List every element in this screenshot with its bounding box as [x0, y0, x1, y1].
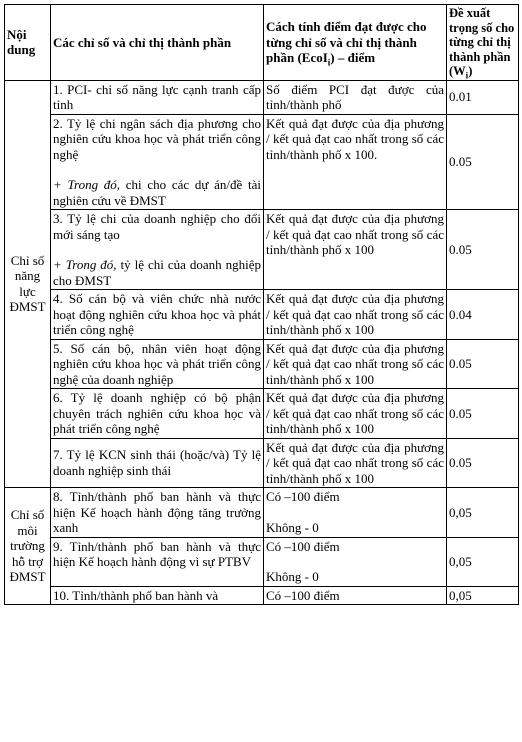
scoring-cell: Số điểm PCI đạt được của tỉnh/thành phố — [264, 80, 447, 114]
weight-cell: 0,05 — [447, 537, 519, 586]
indicator-cell: 6. Tỷ lệ doanh nghiệp có bộ phận chuyên trách nghiên cứu khoa học và phát triển công nghệ — [51, 389, 264, 439]
indicator-cell — [51, 114, 264, 210]
indicator-cell: 5. Số cán bộ, nhân viên hoạt động nghiên cứu khoa học và phát triển công nghệ của doanh nghiệp — [51, 339, 264, 389]
indicator-cell — [51, 210, 264, 290]
header-scoring-tail: ) – điểm — [330, 50, 376, 65]
scoring-yes: Có –100 điểm — [266, 489, 340, 504]
header-scoring-sub: i — [327, 57, 331, 68]
group-cell-capacity: Chỉ số năng lực ĐMST — [5, 80, 51, 488]
note-rest: tỷ lệ chi của doanh nghiệp cho ĐMST — [53, 257, 261, 288]
group-cell-environment: Chỉ số môi trường hỗ trợ ĐMST — [5, 488, 51, 605]
indicator-note — [53, 177, 261, 208]
header-group: Nội dung — [5, 5, 51, 81]
header-weight-sub: i — [465, 70, 469, 81]
table-row — [5, 339, 519, 389]
note-italic: + Trong đó, — [53, 257, 117, 272]
indicator-text: 2. Tỷ lệ chi ngân sách địa phương cho nghiên cứu khoa học và phát triển công nghệ — [53, 115, 261, 162]
indicator-cell: 1. PCI- chỉ số năng lực cạnh tranh cấp tỉnh — [51, 80, 264, 114]
header-scoring-text: Cách tính điểm đạt được cho từng chỉ số và chỉ thị thành phần (EcoI — [266, 19, 427, 65]
weight-cell: 0.04 — [447, 290, 519, 340]
header-row — [5, 5, 519, 81]
table-row — [5, 114, 519, 210]
weight-cell: 0,05 — [447, 488, 519, 538]
table-row — [5, 210, 519, 290]
scoring-yes: Có –100 điểm — [266, 538, 340, 554]
scoring-no: Không - 0 — [266, 569, 319, 584]
table-row — [5, 438, 519, 488]
header-scoring — [264, 5, 447, 81]
indicator-cell: 7. Tỷ lệ KCN sinh thái (hoặc/và) Tỷ lệ doanh nghiệp sinh thái — [51, 438, 264, 488]
indicator-cell: 10. Tỉnh/thành phố ban hành và — [51, 586, 264, 605]
table-row — [5, 537, 519, 586]
weight-cell: 0.05 — [447, 114, 519, 210]
indicator-text: 3. Tỷ lệ chi của doanh nghiệp cho đổi mới sáng tạo — [53, 211, 261, 242]
scoring-cell: Có –100 điểm — [264, 586, 447, 605]
table-row — [5, 586, 519, 605]
indicator-table — [4, 4, 519, 605]
scoring-cell: Kết quả đạt được của địa phương / kết quả đạt cao nhất trong số các tỉnh/thành phố x 100 — [264, 389, 447, 439]
weight-cell: 0.05 — [447, 389, 519, 439]
scoring-cell: Kết quả đạt được của địa phương / kết quả đạt cao nhất trong số các tỉnh/thành phố x 100. — [264, 114, 447, 210]
table-row — [5, 488, 519, 538]
scoring-cell: Kết quả đạt được của địa phương / kết quả đạt cao nhất trong số các tỉnh/thành phố x 100 — [264, 290, 447, 340]
note-italic: + Trong đó, — [53, 177, 121, 192]
table-row — [5, 80, 519, 114]
scoring-cell: Kết quả đạt được của địa phương / kết quả đạt cao nhất trong số các tỉnh/thành phố x 100 — [264, 438, 447, 488]
header-indicators: Các chỉ số và chỉ thị thành phần — [51, 5, 264, 81]
note-rest: chi cho các dự án/đề tài nghiên cứu về ĐMST — [53, 177, 261, 208]
weight-cell: 0.05 — [447, 438, 519, 488]
header-weight-text: Đề xuất trọng số cho từng chỉ thị thành phần (W — [449, 6, 515, 78]
weight-cell: 0,05 — [447, 586, 519, 605]
weight-cell: 0.05 — [447, 339, 519, 389]
header-weight-tail: ) — [468, 64, 473, 78]
weight-cell: 0.01 — [447, 80, 519, 114]
weight-cell: 0.05 — [447, 210, 519, 290]
scoring-no: Không - 0 — [266, 519, 319, 535]
table-row — [5, 290, 519, 340]
indicator-note — [53, 257, 261, 288]
scoring-cell — [264, 537, 447, 586]
indicator-cell: 8. Tỉnh/thành phố ban hành và thực hiện Kế hoạch hành động tăng trưởng xanh — [51, 488, 264, 538]
indicator-cell: 9. Tỉnh/thành phố ban hành và thực hiện Kế hoạch hành động vì sự PTBV — [51, 537, 264, 586]
indicator-cell: 4. Số cán bộ và viên chức nhà nước hoạt động nghiên cứu khoa học và phát triển công nghệ — [51, 290, 264, 340]
header-weight — [447, 5, 519, 81]
table-row — [5, 389, 519, 439]
scoring-cell: Kết quả đạt được của địa phương / kết quả đạt cao nhất trong số các tỉnh/thành phố x 100 — [264, 339, 447, 389]
scoring-cell: Kết quả đạt được của địa phương / kết quả đạt cao nhất trong số các tỉnh/thành phố x 100 — [264, 210, 447, 290]
scoring-cell — [264, 488, 447, 538]
